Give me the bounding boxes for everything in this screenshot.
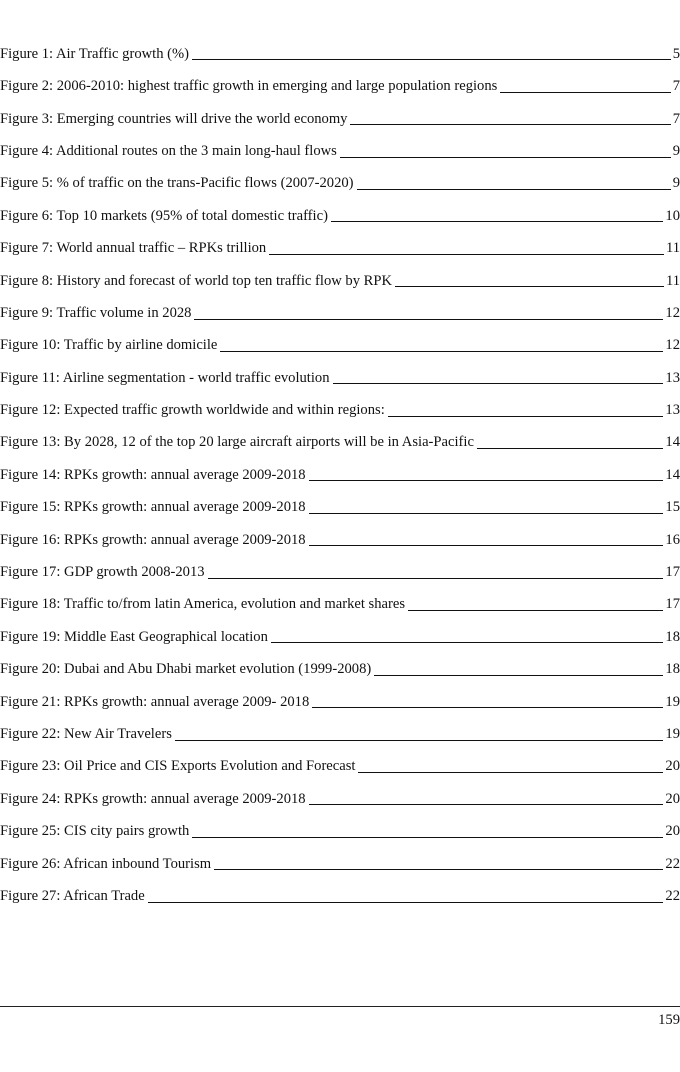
- toc-entry[interactable]: [0, 871, 680, 903]
- toc-leader-line: [331, 221, 663, 222]
- toc-entry[interactable]: [0, 806, 680, 838]
- toc-entry-page: 22: [665, 887, 680, 904]
- toc-entry-title: Figure 27: African Trade: [0, 887, 145, 904]
- toc-entry[interactable]: [0, 450, 680, 482]
- toc-entry-title: Figure 15: RPKs growth: annual average 2009-2018: [0, 499, 306, 516]
- toc-entry[interactable]: [0, 126, 680, 158]
- toc-entry[interactable]: [0, 839, 680, 871]
- toc-leader-line: [269, 254, 664, 255]
- toc-leader-line: [357, 189, 671, 190]
- toc-entry-title: Figure 14: RPKs growth: annual average 2009-2018: [0, 466, 306, 483]
- toc-entry-page: 12: [665, 304, 680, 321]
- toc-leader-line: [408, 610, 663, 611]
- toc-leader-line: [192, 837, 663, 838]
- toc-leader-line: [340, 157, 671, 158]
- toc-entry-title: Figure 12: Expected traffic growth worldwide and within regions:: [0, 402, 385, 419]
- toc-leader-line: [214, 869, 663, 870]
- toc-leader-line: [374, 675, 663, 676]
- toc-entry[interactable]: [0, 29, 680, 61]
- toc-entry-title: Figure 16: RPKs growth: annual average 2009-2018: [0, 531, 306, 548]
- toc-entry-title: Figure 20: Dubai and Abu Dhabi market evolution (1999-2008): [0, 661, 372, 678]
- toc-entry-title: Figure 18: Traffic to/from latin America, evolution and market shares: [0, 596, 406, 613]
- toc-entry-page: 20: [665, 758, 680, 775]
- toc-entry-title: Figure 22: New Air Travelers: [0, 726, 172, 742]
- toc-leader-line: [309, 804, 664, 805]
- toc-entry-page: 18: [665, 628, 680, 645]
- toc-entry-page: 9: [672, 142, 680, 159]
- toc-leader-line: [350, 124, 670, 125]
- toc-leader-line: [192, 59, 671, 60]
- toc-entry-page: 16: [665, 531, 680, 548]
- toc-entry-page: 18: [665, 661, 680, 678]
- toc-entry-title: Figure 2: 2006-2010: highest traffic growth in emerging and large population regions: [0, 78, 498, 95]
- toc-entry-title: Figure 5: % of traffic on the trans-Pacific flows (2007-2020): [0, 175, 354, 192]
- toc-leader-line: [148, 902, 664, 903]
- toc-leader-line: [220, 351, 663, 352]
- toc-leader-line: [309, 545, 664, 546]
- toc-entry[interactable]: [0, 223, 680, 255]
- toc-entry-page: 10: [665, 207, 680, 224]
- toc-entry-page: 7: [672, 78, 680, 95]
- toc-entry[interactable]: [0, 482, 680, 514]
- toc-leader-line: [175, 740, 664, 741]
- toc-entry[interactable]: [0, 256, 680, 288]
- toc-leader-line: [309, 480, 664, 481]
- toc-entry[interactable]: [0, 612, 680, 644]
- toc-entry-title: Figure 19: Middle East Geographical location: [0, 628, 268, 645]
- toc-entry[interactable]: [0, 94, 680, 126]
- toc-entry-title: Figure 3: Emerging countries will drive the world economy: [0, 110, 348, 127]
- toc-entry-title: Figure 7: World annual traffic – RPKs trillion: [0, 240, 267, 257]
- toc-entry-page: 13: [665, 402, 680, 419]
- toc-leader-line: [309, 513, 664, 514]
- toc-entry[interactable]: [0, 159, 680, 191]
- toc-entry[interactable]: [0, 418, 680, 450]
- toc-entry-title: Figure 1: Air Traffic growth (%): [0, 45, 190, 62]
- toc-entry[interactable]: [0, 644, 680, 676]
- toc-entry[interactable]: [0, 677, 680, 709]
- toc-entry-title: Figure 13: By 2028, 12 of the top 20 large aircraft airports will be in Asia-Pacific: [0, 434, 474, 451]
- toc-entry-title: Figure 25: CIS city pairs growth: [0, 823, 190, 840]
- toc-leader-line: [271, 642, 664, 643]
- toc-entry[interactable]: [0, 321, 680, 353]
- toc-entry-page: 13: [665, 369, 680, 386]
- toc-entry-page: 11: [665, 272, 680, 289]
- toc-entry-page: 17: [665, 596, 680, 613]
- toc-entry-page: 20: [665, 823, 680, 840]
- toc-leader-line: [312, 707, 663, 708]
- toc-entry[interactable]: [0, 742, 680, 774]
- toc-entry-title: Figure 17: GDP growth 2008-2013: [0, 564, 205, 581]
- toc-entry-title: Figure 23: Oil Price and CIS Exports Evolution and Forecast: [0, 758, 356, 775]
- toc-entry-title: Figure 24: RPKs growth: annual average 2009-2018: [0, 790, 306, 807]
- toc-entry-title: Figure 21: RPKs growth: annual average 2009- 2018: [0, 693, 310, 710]
- toc-entry-title: Figure 10: Traffic by airline domicile: [0, 337, 218, 354]
- toc-entry[interactable]: [0, 515, 680, 547]
- toc-entry-page: 5: [672, 45, 680, 62]
- toc-entry-page: 19: [665, 693, 680, 710]
- page-number: 159: [658, 1012, 680, 1028]
- toc-entry-page: 20: [665, 790, 680, 807]
- list-of-figures: [0, 29, 680, 904]
- toc-entry[interactable]: [0, 709, 680, 741]
- toc-entry-page: 22: [665, 855, 680, 872]
- toc-entry[interactable]: [0, 61, 680, 93]
- toc-leader-line: [500, 92, 670, 93]
- toc-entry-page: 9: [672, 175, 680, 192]
- toc-entry[interactable]: [0, 385, 680, 417]
- toc-entry[interactable]: [0, 288, 680, 320]
- toc-entry-title: Figure 6: Top 10 markets (95% of total domestic traffic): [0, 207, 328, 224]
- toc-entry-page: 19: [665, 726, 680, 742]
- toc-entry-title: Figure 26: African inbound Tourism: [0, 855, 212, 872]
- toc-leader-line: [477, 448, 663, 449]
- toc-entry-title: Figure 9: Traffic volume in 2028: [0, 304, 192, 321]
- toc-leader-line: [194, 319, 663, 320]
- toc-leader-line: [208, 578, 664, 579]
- toc-entry-page: 14: [665, 466, 680, 483]
- toc-entry-page: 15: [665, 499, 680, 516]
- footer-divider: [0, 1006, 680, 1007]
- toc-entry[interactable]: [0, 580, 680, 612]
- toc-entry-page: 11: [665, 240, 680, 257]
- toc-entry-title: Figure 8: History and forecast of world top ten traffic flow by RPK: [0, 272, 393, 289]
- toc-entry-title: Figure 4: Additional routes on the 3 main long-haul flows: [0, 142, 337, 159]
- toc-entry-page: 12: [665, 337, 680, 354]
- toc-leader-line: [388, 416, 664, 417]
- toc-leader-line: [333, 383, 664, 384]
- toc-entry-page: 14: [665, 434, 680, 451]
- toc-entry[interactable]: [0, 191, 680, 223]
- toc-leader-line: [395, 286, 664, 287]
- toc-entry-page: 17: [665, 564, 680, 581]
- toc-entry-title: Figure 11: Airline segmentation - world traffic evolution: [0, 369, 330, 386]
- toc-entry[interactable]: [0, 547, 680, 579]
- toc-entry-page: 7: [672, 110, 680, 127]
- toc-entry[interactable]: [0, 353, 680, 385]
- toc-leader-line: [358, 772, 663, 773]
- toc-entry[interactable]: [0, 774, 680, 806]
